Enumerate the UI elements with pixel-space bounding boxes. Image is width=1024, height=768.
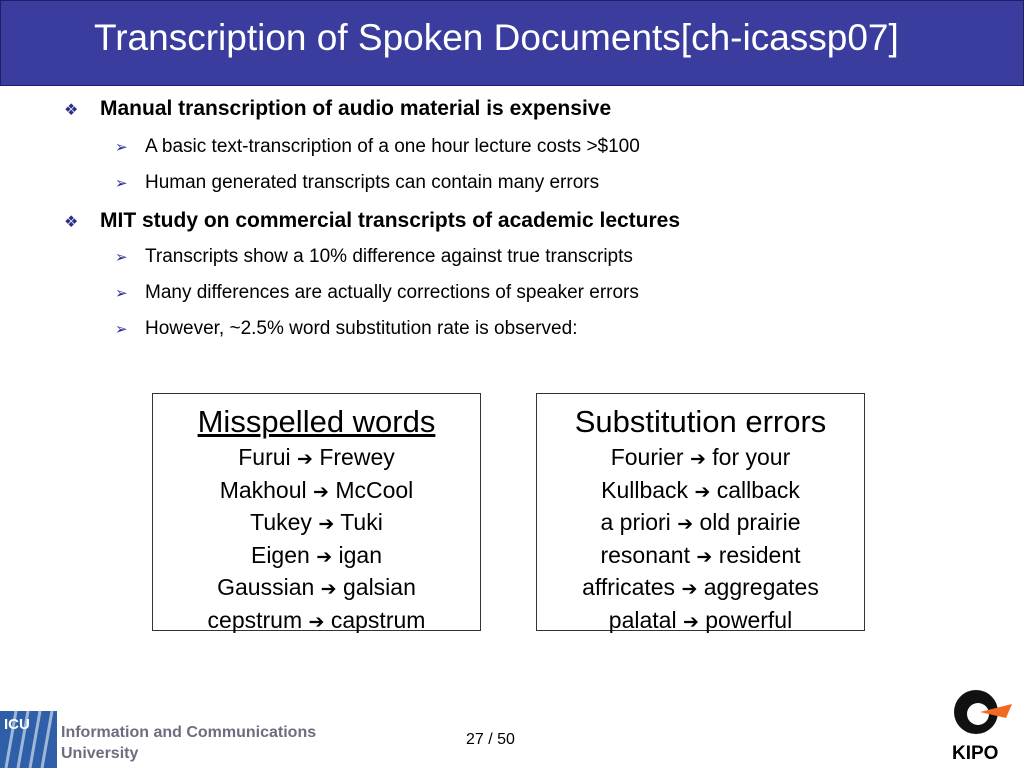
section-heading-text: MIT study on commercial transcripts of academic lectures — [100, 209, 681, 232]
transcribed-word: callback — [716, 476, 800, 503]
right-arrow-icon: ➔ — [677, 513, 694, 536]
list-item — [115, 134, 640, 161]
icu-logo-icon — [0, 711, 57, 768]
pair-list — [537, 442, 864, 638]
title-bar — [0, 0, 1024, 86]
right-arrow-icon: ➔ — [316, 545, 333, 568]
misspelled-words-box — [152, 393, 481, 631]
diamond-bullet-icon: ❖ — [64, 214, 79, 231]
list-item-text: Many differences are actually corrections of speaker errors — [145, 282, 639, 303]
original-word: Fourier — [610, 444, 684, 470]
right-arrow-icon: ➔ — [682, 610, 699, 633]
university-name-line1: Information and Communications — [61, 724, 317, 741]
right-arrow-icon: ➔ — [681, 578, 698, 601]
arrow-bullet-icon: ➢ — [115, 321, 128, 338]
substitution-pair — [153, 475, 480, 508]
original-word: affricates — [582, 574, 676, 601]
icu-logo-text: ICU — [4, 716, 30, 733]
right-arrow-icon: ➔ — [689, 448, 706, 470]
arrow-bullet-icon: ➢ — [115, 249, 128, 266]
transcribed-word: Tuki — [340, 509, 383, 536]
original-word: resonant — [600, 541, 690, 568]
arrow-bullet-icon: ➢ — [115, 285, 128, 302]
transcribed-word: aggregates — [703, 574, 819, 601]
transcribed-word: old prairie — [699, 509, 801, 536]
original-word: Makhoul — [219, 476, 307, 503]
transcribed-word: for your — [712, 444, 791, 470]
transcribed-word: galsian — [342, 574, 416, 601]
section-heading-text: Manual transcription of audio material is expensive — [100, 97, 612, 120]
list-item — [115, 316, 577, 343]
diamond-bullet-icon: ❖ — [64, 102, 79, 119]
list-item-text: However, ~2.5% word substitution rate is observed: — [145, 318, 578, 339]
box-title: Substitution errors — [574, 404, 827, 439]
original-word: Furui — [238, 444, 291, 470]
substitution-pair — [537, 540, 864, 573]
substitution-pair — [537, 475, 864, 508]
section-heading — [64, 206, 680, 238]
list-item-text: A basic text-transcription of a one hour lecture costs >$100 — [145, 136, 640, 157]
university-name-line2: University — [61, 745, 139, 762]
kipo-logo-icon — [946, 684, 1016, 768]
original-word: palatal — [608, 606, 677, 633]
list-item-text: Transcripts show a 10% difference against true transcripts — [145, 246, 633, 267]
transcribed-word: powerful — [705, 606, 793, 633]
right-arrow-icon: ➔ — [696, 545, 713, 568]
transcribed-word: capstrum — [330, 606, 426, 633]
right-arrow-icon: ➔ — [308, 610, 325, 633]
substitution-pair — [153, 572, 480, 605]
substitution-pair — [537, 605, 864, 638]
original-word: Tukey — [250, 509, 312, 536]
original-word: Gaussian — [217, 574, 315, 601]
substitution-pair — [153, 605, 480, 638]
list-item-text: Human generated transcripts can contain many errors — [145, 172, 600, 193]
original-word: Kullback — [601, 476, 689, 503]
kipo-logo-text: KIPO — [952, 743, 999, 764]
slide-title: Transcription of Spoken Documents[ch-icassp07] — [94, 17, 899, 58]
transcribed-word: Frewey — [319, 444, 395, 470]
box-title: Misspelled words — [197, 404, 436, 439]
substitution-pair — [537, 572, 864, 605]
section-heading — [64, 94, 611, 126]
substitution-pair — [537, 442, 864, 475]
original-word: cepstrum — [207, 606, 303, 633]
original-word: a priori — [600, 509, 671, 536]
university-name — [61, 722, 316, 764]
right-arrow-icon: ➔ — [313, 480, 329, 503]
list-item — [115, 170, 599, 197]
transcribed-word: resident — [718, 541, 801, 568]
pair-list — [153, 442, 480, 638]
substitution-pair — [153, 442, 480, 475]
list-item — [115, 280, 639, 307]
original-word: Eigen — [250, 541, 310, 568]
arrow-bullet-icon: ➢ — [115, 175, 128, 192]
substitution-errors-box — [536, 393, 865, 631]
right-arrow-icon: ➔ — [694, 480, 711, 503]
right-arrow-icon: ➔ — [297, 448, 313, 470]
page-number: 27 / 50 — [466, 731, 515, 748]
substitution-pair — [153, 540, 480, 573]
right-arrow-icon: ➔ — [320, 578, 337, 601]
list-item — [115, 244, 633, 271]
transcribed-word: McCool — [335, 476, 414, 503]
arrow-bullet-icon: ➢ — [115, 139, 128, 156]
transcribed-word: igan — [338, 541, 382, 568]
substitution-pair — [153, 507, 480, 540]
substitution-pair — [537, 507, 864, 540]
right-arrow-icon: ➔ — [318, 513, 335, 536]
